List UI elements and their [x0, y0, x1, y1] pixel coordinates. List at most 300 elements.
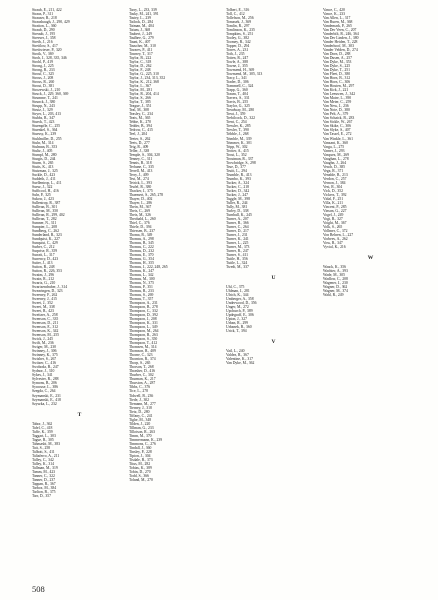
index-entry: Upton, J., 327 [226, 317, 248, 322]
index-entry: Vyvial, K., 216 [323, 244, 346, 249]
index-entry: Tamm, M., 423 [32, 469, 56, 474]
index-entry: Trotter, A., 415 [226, 148, 249, 153]
index-entry: Syracuse, L., 386 [32, 385, 58, 390]
index-entry: Tait, S., 258 [32, 445, 51, 450]
index-entry: Wagner, D., 362 [323, 285, 348, 290]
index-entry: Vanderbilt, R., 246, 364 [323, 32, 359, 37]
index-entry: Switzer, C., 416 [32, 361, 56, 366]
index-entry: Sullivan, T., 282 [32, 216, 57, 221]
index-entry: Van Dusen, A., 257 [323, 56, 352, 61]
index-entry: Teal, M., 308 [129, 108, 149, 113]
index-entry: Thrasher, D., 416 [129, 369, 156, 374]
index-entry: Sykes, J., 341 [32, 373, 53, 378]
index-entry: Streib, J., 216 [32, 40, 53, 45]
index-entry: Stuhr, M., 314 [32, 140, 54, 145]
index-entry: Turner, J., 231 [226, 232, 248, 237]
index-entry: Tipton, J., 304 [129, 453, 151, 458]
index-entry: Tully, M., 381 [226, 204, 248, 209]
index-entry: Strumme, T., 241 [32, 96, 58, 101]
index-entry: Strohl, P., 419 [32, 60, 54, 65]
index-entry: Suddeth, J., 411 [32, 176, 56, 181]
index-entry: Thomas, G., 354 [129, 256, 154, 261]
index-entry: Tuttle, L., 324 [226, 260, 248, 265]
index-entry: Tracy, L., 341 [226, 76, 247, 81]
index-entry: Sweet, J., 352 [32, 301, 53, 306]
index-page [32, 8, 418, 584]
index-entry: Towle, A., 388 [226, 60, 248, 65]
index-entry: Sturgis, D., 244 [32, 156, 56, 161]
index-entry: Torres, A., 231 [226, 48, 249, 53]
index-entry: Sullivan, B., 301 [32, 204, 58, 209]
index-entry: Tribble, J., 268 [226, 132, 249, 137]
index-entry: Stulman, B., 353 [32, 144, 58, 149]
index-entry: Taylor, K., 212, 368 [129, 80, 159, 85]
index-entry: Tighe, M., 348 [129, 417, 152, 422]
index-entry: Taylor, J., 234, 313, 352 [129, 76, 166, 81]
index-entry: Turner, C., 264 [226, 224, 249, 229]
index-entry: Tarbox, M., 384 [32, 485, 57, 490]
index-entry: Taylor, D., 262 [129, 64, 152, 69]
index-entry: Taylor, F., 248 [129, 68, 151, 73]
index-entry: Van Tassel, E., 272 [323, 132, 352, 137]
index-entry: Taylor, L., 367 [129, 84, 152, 89]
index-entry: Thomas, C., 222 [129, 244, 154, 249]
index-entry: Taylor, R., 204, 414 [129, 92, 159, 97]
index-entry: Van Schaick, B., 283 [323, 116, 355, 121]
index-entry: Streaub, J., 195 [32, 32, 56, 37]
index-entry: Suckle, D., 423 [32, 172, 56, 177]
index-entry: Stuenkel, S., 364 [32, 128, 58, 133]
index-entry: Valentine, K., 317 [226, 357, 254, 362]
index-entry: Stratton, L., 360 [32, 24, 57, 29]
index-entry: Tauscher, M., 310 [129, 44, 156, 49]
index-entry: Teats, M., 365 [129, 116, 151, 121]
index-entry: Thaemert, S., 265, 278 [129, 192, 164, 197]
index-entry: Tressler, K., 285 [226, 124, 251, 129]
index-entry: Varga, L., 275 [323, 144, 345, 149]
index-entry: Swift, M., 236 [32, 341, 54, 346]
index-entry: Wagner, M., 374 [323, 289, 348, 294]
index-entry: Talbott, S., 411 [32, 449, 55, 454]
index-entry: Thomson, R., 409 [129, 349, 156, 354]
index-entry: Streitlow, S., 417 [32, 44, 58, 49]
index-entry: Townsend, H., 369 [226, 68, 255, 73]
index-entry: Thompson, L., 349 [129, 325, 158, 330]
index-entry: Updegraff, E., 306 [226, 313, 254, 318]
index-entry: Taylor, T., 385 [129, 100, 151, 105]
index-entry: Twedt, M., 337 [226, 265, 249, 269]
index-entry: Thompson, A., 231 [129, 301, 158, 306]
index-entry: Totten, R., 247 [226, 56, 249, 61]
index-entry: Surrency, D., 423 [32, 256, 59, 261]
index-entry: Vorhees, A., 262 [323, 236, 348, 241]
index-entry: Terhune, C., 335 [129, 164, 154, 169]
index-entry: Turley, D., 338 [226, 208, 249, 213]
index-entry: Sweeney, J., 415 [32, 297, 57, 302]
index-entry: Strong, J., 225 [32, 64, 54, 69]
index-entry: Umberger, A., 358 [226, 297, 254, 302]
index-entry: Stuessy, K., 239 [32, 132, 57, 137]
index-entry: Troutman, R., 337 [226, 156, 254, 161]
index-entry: Van Leeuwen, J., 342 [323, 92, 356, 97]
index-entry: Taffe, K., 359 [32, 429, 53, 434]
index-entry: Szymanski, E., 231 [32, 393, 61, 398]
index-entry: Stuempfle, C., 255 [32, 124, 61, 129]
index-entry: Tindall, J., 360 [129, 445, 152, 450]
index-entry: Wahl, R., 249 [323, 293, 344, 298]
index-entry: Sumner, N., 311 [32, 220, 57, 225]
index-entry: Sullentrop, R., 387 [32, 200, 61, 205]
index-entry: Upchurch, P., 389 [226, 309, 253, 314]
index-entry: Thompson, T., 412 [129, 341, 158, 346]
index-entry: Talley, K., 314 [32, 461, 54, 466]
index-entry: Tobias, K., 389 [129, 465, 152, 470]
index-entry: Van Horn, C., 306 [323, 80, 351, 85]
index-entry: Strauser, R., 218 [32, 16, 57, 21]
index-entry: Stryer, L., 203, 413 [32, 112, 61, 117]
index-entry: Terry, J., 409 [129, 172, 149, 177]
index-entry: Vollmer, C., 372 [323, 228, 348, 233]
index-entry: Waack, K., 356 [323, 264, 346, 269]
index-entry: Tedrow, C., 415 [129, 128, 153, 133]
index-entry: Sundquist, K., 227 [32, 236, 60, 241]
index-entry: Traum, T., 404 [226, 92, 248, 97]
index-entry: Thomas, K., 247 [129, 269, 154, 274]
index-entry: Strausbaugh, J., 290, 429 [32, 20, 70, 25]
index-entry: Teeter, S., 262 [129, 136, 151, 141]
index-entry: Szymanski, E., 418 [32, 397, 61, 402]
index-entry: Stutts, K., 413 [32, 164, 54, 169]
index-entry: Suhr, P., 325 [32, 192, 51, 197]
index-entry: Swinney, J., 306 [32, 349, 57, 354]
index-entry: Thompson, D., 392 [129, 313, 158, 318]
index-entry: Taylor, S., 266 [129, 96, 151, 101]
index-entry: Terrell, M., 413 [129, 168, 153, 173]
index-entry: Thomas, L., 342 [129, 273, 154, 278]
index-entry: Vail, L., 240 [226, 349, 245, 354]
index-entry: Strozewski, J., 210 [32, 88, 61, 93]
index-entry: Vanderhoof, M., 303 [323, 44, 354, 49]
index-entry: Trader, D., 306 [226, 80, 249, 85]
index-entry: Topper, D., 294 [226, 44, 250, 49]
index-entry: Underwood, D., 356 [226, 301, 257, 306]
index-column [226, 8, 321, 582]
index-entry: Vest, R., 304 [323, 184, 343, 189]
index-entry: Szyszka, L., 232 [32, 401, 57, 406]
index-entry: Tilden, J., 220 [129, 421, 151, 426]
index-entry: Thompson, J., 208 [129, 317, 157, 322]
index-entry: Trent, C., 254 [226, 120, 247, 125]
index-entry: Tatum, J., 368 [129, 28, 151, 33]
index-entry: Sunderland, R., 323 [32, 232, 62, 237]
index-entry: Tennis, B., 318 [129, 160, 152, 165]
index-entry: Swartzendruber, J., 314 [32, 285, 68, 290]
index-entry: Tahmasbi, M., 383 [32, 441, 61, 446]
index-entry: Vernon, J., 384 [323, 180, 346, 185]
index-entry: Sweeney, F., 262 [32, 293, 58, 298]
index-entry: Thompson, B., 278 [129, 305, 158, 310]
index-entry: Vanzant, K., 360 [323, 140, 348, 145]
index-entry: Tomasek, J., 369 [226, 20, 252, 25]
index-entry: Tisdale, B., 373 [129, 457, 153, 462]
index-entry: Stutzman, J., 325 [32, 168, 58, 173]
index-entry: Tuller, R., 244 [226, 200, 248, 205]
index-entry: Thayer, D., 402 [129, 196, 153, 201]
index-entry: Swisher, S., 267 [32, 357, 57, 362]
index-entry: Teets, D., 277 [129, 140, 150, 145]
index-entry: Swenson, M., 255 [32, 333, 60, 338]
index-entry: Sweet, R., 423 [32, 309, 54, 314]
index-entry: Voss, R., 347 [323, 240, 343, 245]
index-entry: Thoma, B., 349 [129, 232, 153, 237]
index-entry: Tripp, W., 302 [226, 144, 248, 149]
index-entry: Valdez, R., 367 [226, 353, 249, 358]
index-entry: Strous, R., 260 [32, 80, 55, 85]
index-entry: Vaughn, J., 264 [323, 160, 347, 165]
index-entry: Thiessen, B., 237 [129, 228, 155, 233]
index-entry: Tarr, D., 357 [32, 493, 51, 498]
index-entry: Sufficool, H., 416 [32, 188, 59, 193]
index-entry: Trammell, C., 324 [226, 84, 254, 89]
index-entry: Trout, L., 352 [226, 152, 247, 157]
index-entry: Tucker, A., 324 [226, 180, 250, 185]
index-entry: Tucker, J., 247 [226, 192, 248, 197]
index-entry: Stroik, V., 369 [32, 52, 54, 57]
index-entry: Tarry, L., 233, 339 [129, 8, 157, 12]
index-entry: Taylor, C., 318 [129, 60, 152, 65]
index-entry: Van Dyke, M., 362 [226, 361, 255, 366]
index-entry: Trebilcock, D., 322 [226, 116, 255, 121]
index-entry: Sullivan, R., 299, 402 [32, 212, 65, 217]
index-entry: Thomas, M., 300 [129, 277, 155, 282]
index-entry: Swain, R., 212 [32, 277, 55, 282]
index-entry: Thomas, H., 355 [129, 260, 154, 265]
index-entry: Todd, S., 366 [129, 473, 149, 478]
index-entry: Thomsen, M., 314 [129, 345, 157, 350]
index-entry: Tiemann, M., 277 [129, 401, 156, 406]
index-entry: Teig, R., 409 [129, 144, 149, 149]
index-entry: Veach, D., 385 [323, 164, 346, 169]
index-entry: Sweitzer, A., 258 [32, 313, 58, 318]
page-number: 508 [32, 584, 45, 594]
index-entry: Tucker, D., 342 [226, 188, 250, 193]
index-entry: Stueck, T., 423 [32, 120, 55, 125]
index-entry: Thornton, R., 374 [129, 357, 156, 362]
index-entry: Thomas, S., 269 [129, 293, 154, 298]
index-entry: Tavares, P., 411 [129, 48, 153, 53]
index-entry: Vander Heiden, T., 228 [323, 40, 358, 45]
index-entry: Thomas, P., 351 [129, 285, 153, 290]
index-entry: Thorson, T., 268 [129, 365, 154, 370]
index-entry: Sumpter, L., 208 [32, 224, 58, 229]
index-entry: Vinson, G., 227 [323, 208, 347, 213]
index-entry: Stumpf, M., 280 [32, 152, 57, 157]
index-entry: Stroh, J., 328, 335, 346 [32, 56, 67, 61]
index-entry: Turner, R., 247 [226, 248, 249, 253]
index-entry: Swinney, K., 375 [32, 353, 58, 358]
index-entry: Timm, M., 370 [129, 433, 152, 438]
index-entry: Tenney, C., 311 [129, 156, 153, 161]
index-entry: Toll, C., 412 [226, 12, 245, 17]
index-entry: Strong, R., 233 [32, 68, 55, 73]
index-entry: Treat, J., 359 [226, 112, 246, 117]
index-entry: Thomas, J., 222, 248, 265 [129, 265, 168, 269]
index-entry: Towne, J., 355 [226, 64, 248, 69]
index-entry: Struck, J., 229, 360, 369 [32, 92, 69, 97]
index-entry: Talley, C., 342 [32, 457, 54, 462]
index-entry: Strouf, C., 325 [32, 72, 55, 77]
index-entry: Van Dyke, T., 251 [323, 68, 350, 73]
index-entry: Tomlin, R., 297 [226, 24, 250, 29]
index-entry: Sukow, J., 423 [32, 196, 54, 201]
index-entry: Tucker, C., 218 [226, 184, 250, 189]
index-entry: Toth, J., 235 [226, 52, 245, 57]
index-entry: Turner, D., 217 [226, 228, 249, 233]
index-entry: Strout, D., 381 [32, 84, 55, 89]
index-entry: Van Skike, C., 306 [323, 124, 351, 129]
index-entry: Tiede, J., 302 [129, 397, 150, 402]
index-entry: Van Buren, M., 368 [323, 20, 353, 25]
index-entry: Turnbull, K., 245 [226, 212, 252, 217]
index-entry: Trumble, R., 413 [226, 172, 252, 177]
index-entry: Tuttle, H., 356 [226, 256, 248, 261]
index-entry: Van Pelt, A., 379 [323, 112, 349, 117]
index-entry: Trumbo, K., 393 [226, 176, 251, 181]
index-entry: Streeser, J., 358 [32, 36, 56, 41]
index-entry: Sunquist, C., 429 [32, 240, 58, 245]
index-entry: Van Sickle, W., 267 [323, 120, 353, 125]
index-entry: Sydnor, J., 310 [32, 369, 55, 374]
index-entry: Surprise, R., 359 [32, 248, 58, 253]
index-entry: Uhlman, J., 281 [226, 289, 250, 294]
index-entry: Teague, J., 351 [129, 104, 152, 109]
index-entry: Tierney, J., 318 [129, 405, 152, 410]
index-entry: Timmons, C., 276 [129, 441, 156, 446]
index-entry: Thomas, D., 232 [129, 248, 154, 253]
index-entry: Varner, J., 293 [323, 148, 345, 153]
index-entry: Taliaferro, A., 211 [32, 453, 60, 458]
index-entry: Truitt, L., 294 [226, 168, 247, 173]
index-entry: Vander Velden, D., 274 [323, 48, 358, 53]
index-entry: Taggart, L., 303 [32, 433, 56, 438]
index-entry: Van Fleet, D., 380 [323, 72, 351, 77]
index-column [129, 8, 224, 582]
index-entry: Travers, S., 331 [226, 96, 250, 101]
index-entry: Swenson, C., 335 [32, 317, 59, 322]
index-entry: Tasky, M., 241, 391 [129, 12, 159, 17]
index-entry: Titus, M., 282 [129, 461, 151, 466]
index-entry: Suesz, J., 322 [32, 184, 53, 189]
index-entry: Wachter, A., 393 [323, 268, 348, 273]
index-entry: Swenson, K., 342 [32, 329, 59, 334]
index-entry: Straub, E., 211, 422 [32, 8, 62, 12]
index-column [32, 8, 127, 582]
index-entry: Thompson, R., 263 [129, 333, 158, 338]
index-entry: Sundberg, C., 262 [32, 228, 59, 233]
index-entry: Tillman, G., 233 [129, 425, 154, 430]
index-entry: Streitwieser, P., 320 [32, 48, 62, 53]
index-entry: Sylvester, R., 288 [32, 377, 59, 382]
index-entry: Stuhlmiller, D., 255 [32, 136, 62, 141]
index-entry: Swenson, D., 211 [32, 321, 59, 326]
index-entry: Taylor, G., 225, 310 [129, 72, 159, 77]
index-entry: Sutton, B., 248 [32, 265, 55, 269]
index-entry: Unger, M., 272 [226, 305, 249, 310]
index-entry: Sweet, M., 338 [32, 305, 55, 310]
index-entry: Temple, S., 304, 320 [129, 152, 160, 157]
index-entry: Tatlock, D., 284 [129, 20, 154, 25]
index-entry: Vidal, F., 251 [323, 196, 344, 201]
index-entry: Tomlinson, K., 235 [226, 28, 255, 33]
index-entry: Thompson, M., 264 [129, 329, 159, 334]
index-entry: Van Dyke, M., 353 [323, 60, 352, 65]
index-entry: Tibbs, C., 376 [129, 385, 151, 390]
index-entry: Turner, B., 366 [226, 220, 249, 225]
index-entry: Tabor, J., 362 [32, 421, 53, 426]
index-entry: Vogt, R., 327 [323, 216, 343, 221]
index-entry: Thacker, J., 375 [129, 188, 153, 193]
index-entry: Tinsley, P., 228 [129, 449, 152, 454]
index-entry: Strunck, J., 380 [32, 100, 56, 105]
index-entry: Tolbert, E., 316 [226, 8, 250, 12]
index-entry: Surber, C., 212 [32, 244, 55, 249]
index-entry: Teufel, R., 380 [129, 184, 152, 189]
index-entry: Thiel, C., 376 [129, 220, 150, 225]
index-entry: True, D., 377 [226, 164, 246, 169]
index-entry: Von Behren, L., 227 [323, 232, 354, 237]
index-entry: Thurman, K., 217 [129, 377, 156, 382]
index-entry: Townsend, M., 305, 313 [226, 72, 263, 77]
index-entry: Tice, L., 278 [129, 389, 149, 394]
index-entry: Sturm, S., 265 [32, 160, 54, 165]
index-entry: Thomas, E., 370 [129, 252, 154, 257]
index-entry: Sutter, J., 413 [32, 260, 53, 265]
index-entry: Theis, C., 269 [129, 208, 151, 213]
index-entry: Test, M., 274 [129, 176, 149, 181]
index-entry: Tollefson, M., 256 [226, 16, 254, 21]
index-entry: Teel, J., 204 [129, 132, 148, 137]
index-entry: Verdon, C., 257 [323, 176, 347, 181]
index-entry: Vega, R., 371 [323, 168, 344, 173]
index-entry: Thomas, B., 345 [129, 240, 154, 245]
index-entry: Tallman, M., 319 [32, 465, 58, 470]
index-entry: Tuggle, M., 398 [226, 196, 250, 201]
index-entry: Strupp, N., 243 [32, 104, 55, 109]
index-entry: Swoboda, B., 247 [32, 365, 59, 370]
index-entry: Straub, D., 290 [32, 28, 55, 33]
index-entry: Turner, S., 411 [226, 252, 249, 257]
index-entry: Stubbs, R., 347 [32, 116, 55, 121]
index-columns [32, 8, 418, 582]
index-entry: Taunt, K., 407 [129, 40, 151, 45]
index-entry: Teasley, C., 234 [129, 112, 153, 117]
index-entry: Thurber, C., 302 [129, 373, 154, 378]
index-entry: Szegda, C., 264 [32, 389, 56, 394]
index-entry: Tillotson, R., 263 [129, 429, 156, 434]
index-entry: Trimble, M., 339 [226, 136, 252, 141]
index-entry: Urban, R., 299 [226, 321, 249, 326]
index-entry: Theobald, L., 260 [129, 216, 156, 221]
index-entry: Strous, J., 208 [32, 76, 54, 81]
index-entry: Thorne, C., 323 [129, 353, 153, 358]
index-entry: Tanner, D., 237 [32, 477, 56, 482]
index-entry: Van Winkle, L., 361 [323, 136, 354, 141]
index-entry: Van Der Linden, J., 380 [323, 36, 359, 41]
index-entry: Vance, K., 233 [323, 12, 346, 17]
index-entry: Tetrick, L., 393 [129, 180, 153, 185]
index-entry: Van Horn, B., 312 [323, 76, 351, 81]
index-entry: Sullivan, M., 350 [32, 208, 58, 213]
